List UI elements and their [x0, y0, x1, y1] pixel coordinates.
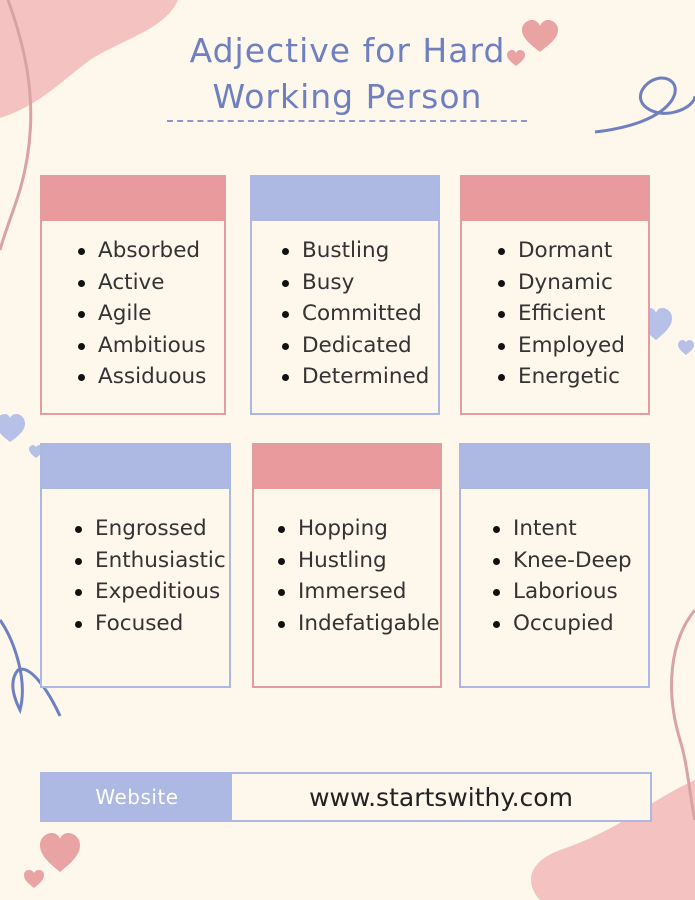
list-item: Dormant	[518, 235, 625, 267]
list-item: Agile	[98, 298, 206, 330]
list-item: Knee-Deep	[513, 545, 632, 577]
adjective-card-b	[250, 175, 440, 415]
card-header	[42, 445, 229, 489]
page-title	[0, 28, 695, 120]
adjective-list	[462, 235, 625, 393]
list-item: Intent	[513, 513, 632, 545]
card-header	[252, 177, 438, 221]
list-item: Employed	[518, 330, 625, 362]
list-item: Assiduous	[98, 361, 206, 393]
adjective-card-d-e	[460, 175, 650, 415]
card-header	[42, 177, 224, 221]
title-divider	[167, 120, 527, 122]
adjective-card-a	[40, 175, 226, 415]
list-item: Efficient	[518, 298, 625, 330]
list-item: Expeditious	[95, 576, 226, 608]
list-item: Energetic	[518, 361, 625, 393]
adjective-list	[461, 513, 632, 639]
list-item: Dedicated	[302, 330, 429, 362]
list-item: Indefatigable	[298, 608, 440, 640]
list-item: Bustling	[302, 235, 429, 267]
list-item: Active	[98, 267, 206, 299]
adjective-card-i-o	[459, 443, 650, 688]
adjective-list	[42, 513, 226, 639]
adjective-card-e-f	[40, 443, 231, 688]
list-item: Enthusiastic	[95, 545, 226, 577]
website-bar	[40, 772, 652, 822]
adjective-list	[252, 235, 429, 393]
title-line-2: Working Person	[212, 77, 483, 116]
list-item: Committed	[302, 298, 429, 330]
list-item: Determined	[302, 361, 429, 393]
adjective-list	[42, 235, 206, 393]
card-header	[461, 445, 648, 489]
adjective-list	[254, 513, 440, 639]
website-url[interactable]: www.startswithy.com	[309, 782, 573, 812]
list-item: Occupied	[513, 608, 632, 640]
card-header	[254, 445, 440, 489]
list-item: Busy	[302, 267, 429, 299]
list-item: Focused	[95, 608, 226, 640]
list-item: Hustling	[298, 545, 440, 577]
website-label: Website	[42, 774, 232, 820]
list-item: Engrossed	[95, 513, 226, 545]
title-line-1: Adjective for Hard	[189, 31, 506, 70]
adjective-card-h-i	[252, 443, 442, 688]
list-item: Laborious	[513, 576, 632, 608]
list-item: Hopping	[298, 513, 440, 545]
list-item: Absorbed	[98, 235, 206, 267]
card-header	[462, 177, 648, 221]
list-item: Ambitious	[98, 330, 206, 362]
list-item: Immersed	[298, 576, 440, 608]
list-item: Dynamic	[518, 267, 625, 299]
